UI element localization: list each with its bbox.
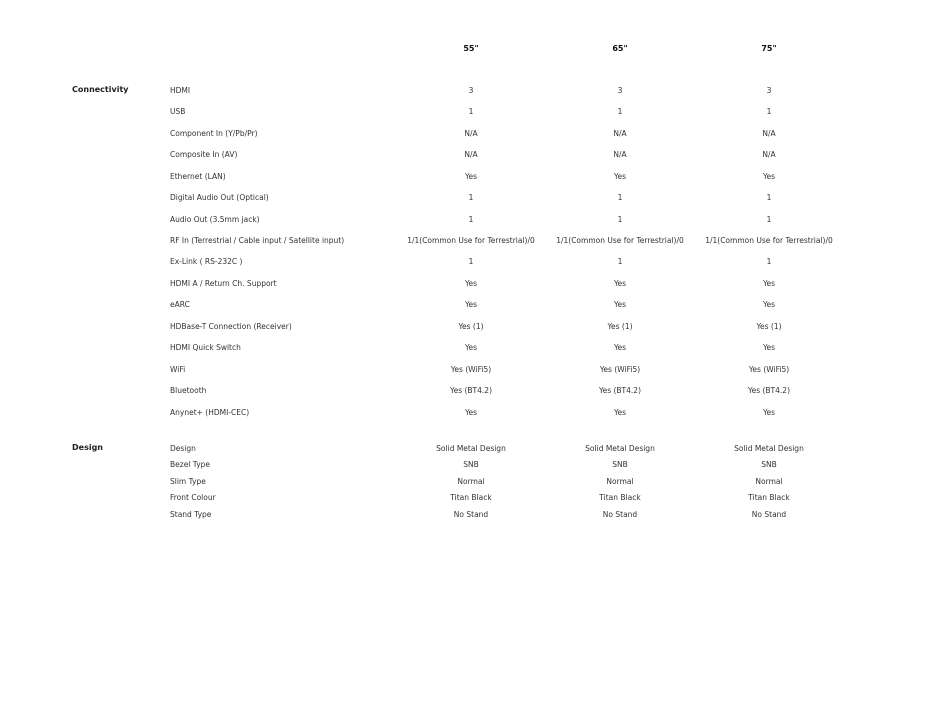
spec-label: HDMI Quick Switch: [170, 343, 241, 352]
spec-value-75: Yes: [762, 343, 776, 352]
spec-row-bluetooth: [0, 386, 946, 398]
spec-value-75: Yes: [762, 300, 776, 309]
spec-value-55: 1: [468, 215, 474, 224]
spec-value-65: Normal: [606, 477, 634, 486]
spec-value-75: N/A: [762, 150, 776, 159]
column-header-65: 65": [612, 44, 628, 53]
spec-value-75: Normal: [755, 477, 783, 486]
spec-value-55: Yes: [464, 279, 478, 288]
spec-value-75: Titan Black: [748, 493, 790, 502]
spec-label: Composite In (AV): [170, 150, 238, 159]
spec-label: HDMI: [170, 86, 191, 95]
spec-value-75: Yes: [762, 172, 776, 181]
spec-label: eARC: [170, 300, 190, 309]
spec-value-75: Yes: [762, 408, 776, 417]
spec-value-55: Titan Black: [450, 493, 492, 502]
spec-row-slim-type: [0, 477, 946, 489]
spec-value-55: Yes (1): [458, 322, 484, 331]
spec-label: HDBase-T Connection (Receiver): [170, 322, 292, 331]
spec-value-55: 1: [468, 193, 474, 202]
spec-row-hdmi-quick-switch: [0, 343, 946, 355]
spec-value-65: 1: [617, 257, 623, 266]
spec-value-65: No Stand: [602, 510, 638, 519]
spec-row-design: [0, 444, 946, 456]
spec-value-55: Solid Metal Design: [436, 444, 506, 453]
spec-value-65: Yes: [613, 279, 627, 288]
spec-row-wifi: [0, 365, 946, 377]
spec-value-65: Yes (1): [607, 322, 633, 331]
spec-value-55: 3: [468, 86, 474, 95]
column-header-75: 75": [761, 44, 777, 53]
spec-row-hdbase-t: [0, 322, 946, 334]
spec-label: Anynet+ (HDMI-CEC): [170, 408, 250, 417]
spec-value-65: 1/1(Common Use for Terrestrial)/0: [556, 236, 684, 245]
spec-label: Ethernet (LAN): [170, 172, 226, 181]
spec-label: Slim Type: [170, 477, 206, 486]
spec-row-hdmi: [0, 86, 946, 98]
spec-value-65: Yes: [613, 300, 627, 309]
spec-row-digital-audio-out: [0, 193, 946, 205]
spec-value-55: Yes: [464, 408, 478, 417]
spec-label: Digital Audio Out (Optical): [170, 193, 269, 202]
spec-value-55: Yes (BT4.2): [450, 386, 492, 395]
spec-value-75: 1: [766, 215, 772, 224]
spec-value-55: Normal: [457, 477, 485, 486]
spec-value-65: N/A: [613, 150, 627, 159]
spec-row-hdmi-arc: [0, 279, 946, 291]
spec-value-55: Yes: [464, 172, 478, 181]
spec-value-65: Solid Metal Design: [585, 444, 655, 453]
spec-row-audio-out: [0, 215, 946, 227]
spec-row-composite-in: [0, 150, 946, 162]
spec-value-65: Yes: [613, 172, 627, 181]
spec-value-65: Yes: [613, 343, 627, 352]
spec-value-55: N/A: [464, 129, 478, 138]
spec-row-ex-link: [0, 257, 946, 269]
spec-value-65: 3: [617, 86, 623, 95]
spec-value-65: Titan Black: [599, 493, 641, 502]
spec-value-55: N/A: [464, 150, 478, 159]
spec-value-75: 1/1(Common Use for Terrestrial)/0: [705, 236, 833, 245]
spec-label: Design: [170, 444, 196, 453]
spec-row-ethernet: [0, 172, 946, 184]
spec-value-65: 1: [617, 193, 623, 202]
spec-value-65: Yes (WiFi5): [599, 365, 641, 374]
spec-value-65: Yes: [613, 408, 627, 417]
spec-value-65: 1: [617, 215, 623, 224]
spec-label: Stand Type: [170, 510, 212, 519]
spec-value-75: Solid Metal Design: [734, 444, 804, 453]
spec-label: WiFi: [170, 365, 186, 374]
spec-row-component-in: [0, 129, 946, 141]
spec-row-front-colour: [0, 493, 946, 505]
spec-row-stand-type: [0, 510, 946, 522]
spec-value-75: N/A: [762, 129, 776, 138]
spec-row-bezel-type: [0, 460, 946, 472]
spec-value-75: No Stand: [751, 510, 787, 519]
spec-label: HDMI A / Return Ch. Support: [170, 279, 277, 288]
spec-value-75: 3: [766, 86, 772, 95]
spec-value-75: 1: [766, 257, 772, 266]
spec-value-75: Yes: [762, 279, 776, 288]
spec-value-75: 1: [766, 193, 772, 202]
spec-label: Bezel Type: [170, 460, 211, 469]
spec-value-75: Yes (BT4.2): [748, 386, 790, 395]
spec-label: Audio Out (3.5mm jack): [170, 215, 260, 224]
spec-label: Ex-Link ( RS-232C ): [170, 257, 243, 266]
spec-value-55: Yes: [464, 300, 478, 309]
spec-row-anynet: [0, 408, 946, 420]
spec-value-65: SNB: [612, 460, 628, 469]
spec-value-75: 1: [766, 107, 772, 116]
spec-row-earc: [0, 300, 946, 312]
spec-row-rf-in: [0, 236, 946, 248]
spec-label: Component In (Y/Pb/Pr): [170, 129, 258, 138]
spec-label: Bluetooth: [170, 386, 207, 395]
spec-value-75: SNB: [761, 460, 777, 469]
spec-label: Front Colour: [170, 493, 216, 502]
spec-value-75: Yes (1): [756, 322, 782, 331]
spec-value-55: No Stand: [453, 510, 489, 519]
spec-value-55: Yes: [464, 343, 478, 352]
spec-row-usb: [0, 107, 946, 119]
section-title-connectivity: Connectivity: [72, 85, 129, 94]
spec-value-55: 1/1(Common Use for Terrestrial)/0: [407, 236, 535, 245]
spec-value-75: Yes (WiFi5): [748, 365, 790, 374]
spec-value-55: SNB: [463, 460, 479, 469]
spec-label: RF In (Terrestrial / Cable input / Satellite input): [170, 236, 345, 245]
column-header-55: 55": [463, 44, 479, 53]
spec-value-55: Yes (WiFi5): [450, 365, 492, 374]
spec-value-65: Yes (BT4.2): [599, 386, 641, 395]
spec-value-55: 1: [468, 107, 474, 116]
spec-value-65: N/A: [613, 129, 627, 138]
section-title-design: Design: [72, 443, 103, 452]
spec-value-55: 1: [468, 257, 474, 266]
spec-value-65: 1: [617, 107, 623, 116]
size-header-row: [0, 44, 946, 56]
spec-label: USB: [170, 107, 186, 116]
